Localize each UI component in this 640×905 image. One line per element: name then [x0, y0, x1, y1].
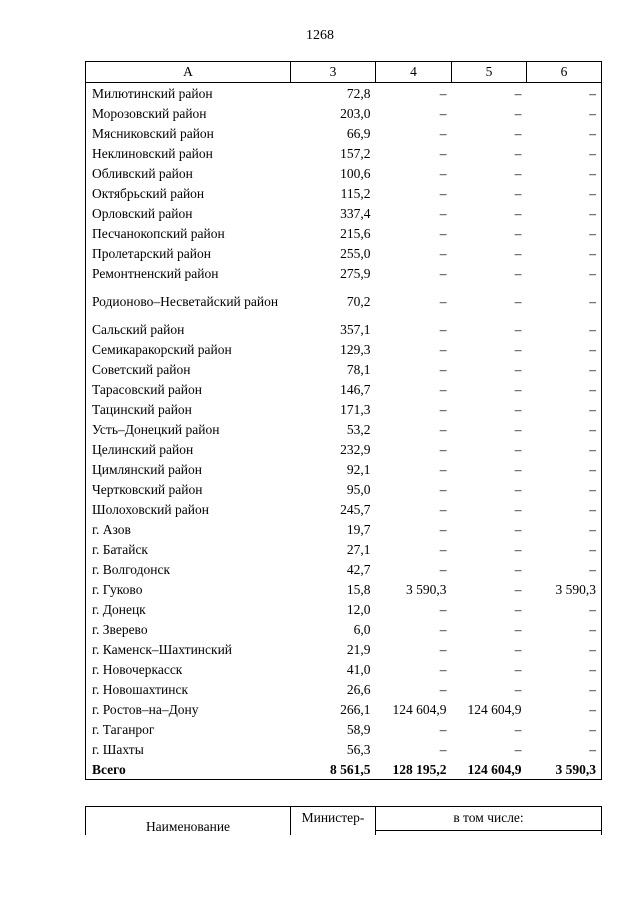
cell-name: Усть–Донецкий район	[86, 419, 291, 439]
cell-name: г. Зверево	[86, 619, 291, 639]
cell-col-3: 8 561,5	[291, 759, 376, 780]
cell-col-6: –	[527, 419, 602, 439]
cell-col-3: 66,9	[346, 125, 371, 141]
cell-col-3: 56,3	[346, 741, 371, 757]
cell-col-5: –	[514, 481, 522, 497]
cell-col-4: –	[439, 461, 447, 477]
cell-name: Родионово–Несветайский район	[86, 283, 291, 319]
cell-col-5: –	[514, 541, 522, 557]
cell-col-4: –	[439, 481, 447, 497]
cell-col-6: –	[527, 223, 602, 243]
table-row	[86, 263, 602, 283]
cell-name: г. Гуково	[86, 579, 291, 599]
cell-col-4: –	[439, 165, 447, 181]
cell-col-5: –	[514, 601, 522, 617]
cell-col-6: –	[527, 659, 602, 679]
cell-col-5: –	[514, 125, 522, 141]
cell-col-6: –	[527, 439, 602, 459]
cell-col-6: –	[527, 699, 602, 719]
cell-col-6: –	[527, 739, 602, 759]
cell-col-4: –	[439, 85, 447, 101]
cell-col-3: 146,7	[340, 381, 371, 397]
cell-col-3: 337,4	[340, 205, 371, 221]
cell-col-4: –	[439, 125, 447, 141]
cell-col-4: –	[439, 105, 447, 121]
cell-col-5: –	[514, 105, 522, 121]
cell-col-6: –	[527, 459, 602, 479]
cell-col-6: –	[527, 379, 602, 399]
cell-col-3: 232,9	[340, 441, 371, 457]
cell-col-3: 78,1	[346, 361, 371, 377]
cell-col-5: 124 604,9	[467, 701, 522, 717]
cell-col-3: 12,0	[346, 601, 371, 617]
cell-col-4: –	[439, 521, 447, 537]
cell-name: г. Новошахтинск	[86, 679, 291, 699]
data-table	[85, 61, 602, 780]
cell-col-3: 245,7	[340, 501, 371, 517]
cell-col-6: –	[527, 123, 602, 143]
cell-name: Морозовский район	[86, 103, 291, 123]
cell-col-4: –	[439, 721, 447, 737]
cell-col-3: 41,0	[346, 661, 371, 677]
table-row	[86, 539, 602, 559]
cell-name: Тацинский район	[86, 399, 291, 419]
cell-col-6: 3 590,3	[527, 579, 602, 599]
cell-col-6: –	[527, 559, 602, 579]
cell-col-3: 157,2	[340, 145, 371, 161]
cell-col-3: 19,7	[346, 521, 371, 537]
table-row	[86, 559, 602, 579]
cell-col-5: –	[514, 501, 522, 517]
next-table-header	[85, 806, 602, 835]
cell-col-3: 266,1	[340, 701, 371, 717]
cell-name: Сальский район	[86, 319, 291, 339]
cell-col-4: –	[439, 401, 447, 417]
table-row	[86, 579, 602, 599]
total-row	[86, 759, 602, 780]
cell-col-6: –	[527, 359, 602, 379]
cell-col-3: 92,1	[346, 461, 371, 477]
cell-col-4: –	[439, 341, 447, 357]
cell-col-6: –	[527, 679, 602, 699]
cell-col-5: –	[514, 581, 522, 597]
cell-name: Ремонтненский район	[86, 263, 291, 283]
cell-col-5: –	[514, 205, 522, 221]
cell-col-5: –	[514, 293, 522, 309]
cell-col-3: 95,0	[346, 481, 371, 497]
cell-col-6: –	[527, 183, 602, 203]
cell-col-3: 70,2	[346, 293, 371, 309]
cell-col-3: 203,0	[340, 105, 371, 121]
cell-col-5: 124 604,9	[452, 759, 527, 780]
cell-col-6: –	[527, 399, 602, 419]
cell-col-3: 215,6	[340, 225, 371, 241]
table-row	[86, 419, 602, 439]
cell-name: г. Новочеркасск	[86, 659, 291, 679]
cell-col-3: 357,1	[340, 321, 371, 337]
cell-col-5: –	[514, 381, 522, 397]
cell-col-3: 42,7	[346, 561, 371, 577]
cell-col-6: –	[527, 479, 602, 499]
cell-col-4: –	[439, 205, 447, 221]
table-row	[86, 243, 602, 263]
cell-col-4: –	[439, 381, 447, 397]
cell-col-4: 3 590,3	[406, 581, 447, 597]
cell-name: Чертковский район	[86, 479, 291, 499]
header-col-6: 6	[527, 62, 602, 83]
cell-col-4: –	[439, 661, 447, 677]
cell-col-5: –	[514, 421, 522, 437]
cell-col-5: –	[514, 165, 522, 181]
table-row	[86, 163, 602, 183]
cell-col-4: –	[439, 641, 447, 657]
cell-col-4: –	[439, 245, 447, 261]
table-row	[86, 183, 602, 203]
cell-col-4: –	[439, 681, 447, 697]
cell-col-5: –	[514, 521, 522, 537]
cell-col-5: –	[514, 265, 522, 281]
cell-col-5: –	[514, 145, 522, 161]
cell-col-6: –	[527, 619, 602, 639]
cell-name: Песчанокопский район	[86, 223, 291, 243]
cell-col-4: –	[439, 293, 447, 309]
cell-col-5: –	[514, 321, 522, 337]
cell-col-3: 53,2	[346, 421, 371, 437]
cell-col-4: –	[439, 185, 447, 201]
cell-name: г. Ростов–на–Дону	[86, 699, 291, 719]
cell-col-3: 255,0	[340, 245, 371, 261]
cell-col-5: –	[514, 461, 522, 477]
cell-col-6: –	[527, 243, 602, 263]
table-row	[86, 519, 602, 539]
header-col-3: 3	[291, 62, 376, 83]
table-row	[86, 479, 602, 499]
table-row	[86, 739, 602, 759]
table-row	[86, 619, 602, 639]
cell-col-4: –	[439, 321, 447, 337]
cell-col-4: 124 604,9	[392, 701, 447, 717]
cell-name: г. Донецк	[86, 599, 291, 619]
cell-name: Обливский район	[86, 163, 291, 183]
table-header-row	[86, 62, 602, 83]
cell-col-6: –	[527, 103, 602, 123]
header-col-4: 4	[376, 62, 452, 83]
header-name: Наименование	[86, 807, 291, 836]
cell-col-5: –	[514, 641, 522, 657]
cell-col-6: –	[527, 283, 602, 319]
cell-col-3: 15,8	[346, 581, 371, 597]
table-row	[86, 439, 602, 459]
cell-name: г. Волгодонск	[86, 559, 291, 579]
page-number: 1268	[306, 28, 334, 43]
cell-col-4: –	[439, 601, 447, 617]
cell-name: Семикаракорский район	[86, 339, 291, 359]
header-ministry: Министер-	[291, 807, 376, 836]
cell-col-5: –	[514, 341, 522, 357]
cell-col-5: –	[514, 401, 522, 417]
cell-col-4: –	[439, 501, 447, 517]
cell-col-4: –	[439, 361, 447, 377]
cell-col-4: –	[439, 421, 447, 437]
table-row	[86, 699, 602, 719]
cell-col-3: 275,9	[340, 265, 371, 281]
cell-col-5: –	[514, 661, 522, 677]
table-row	[86, 103, 602, 123]
cell-col-6: –	[527, 143, 602, 163]
cell-col-3: 26,6	[346, 681, 371, 697]
cell-col-4: 128 195,2	[376, 759, 452, 780]
cell-name: Цимлянский район	[86, 459, 291, 479]
cell-col-6: 3 590,3	[527, 759, 602, 780]
table-row	[86, 399, 602, 419]
cell-col-6: –	[527, 539, 602, 559]
cell-col-5: –	[514, 85, 522, 101]
cell-name: Орловский район	[86, 203, 291, 223]
cell-col-6: –	[527, 519, 602, 539]
header-col-5: 5	[452, 62, 527, 83]
cell-col-4: –	[439, 621, 447, 637]
table-row	[86, 639, 602, 659]
cell-col-4: –	[439, 225, 447, 241]
table-row	[86, 379, 602, 399]
cell-name: г. Азов	[86, 519, 291, 539]
cell-col-5: –	[514, 681, 522, 697]
cell-col-3: 129,3	[340, 341, 371, 357]
cell-col-5: –	[514, 245, 522, 261]
cell-name: г. Каменск–Шахтинский	[86, 639, 291, 659]
cell-col-5: –	[514, 621, 522, 637]
cell-col-5: –	[514, 441, 522, 457]
cell-name: Тарасовский район	[86, 379, 291, 399]
cell-col-5: –	[514, 185, 522, 201]
cell-col-6: –	[527, 263, 602, 283]
cell-name: Целинский район	[86, 439, 291, 459]
cell-col-3: 58,9	[346, 721, 371, 737]
table-row	[86, 459, 602, 479]
table-row	[86, 659, 602, 679]
cell-name: Мясниковский район	[86, 123, 291, 143]
cell-name: Пролетарский район	[86, 243, 291, 263]
table-row	[86, 143, 602, 163]
cell-col-3: 72,8	[346, 85, 371, 101]
cell-col-4: –	[439, 741, 447, 757]
cell-col-5: –	[514, 561, 522, 577]
cell-col-5: –	[514, 361, 522, 377]
cell-col-4: –	[439, 441, 447, 457]
cell-col-4: –	[439, 265, 447, 281]
cell-col-3: 21,9	[346, 641, 371, 657]
cell-col-3: 27,1	[346, 541, 371, 557]
table-row	[86, 679, 602, 699]
cell-name: Неклиновский район	[86, 143, 291, 163]
cell-col-6: –	[527, 339, 602, 359]
cell-name: г. Шахты	[86, 739, 291, 759]
cell-col-6: –	[527, 203, 602, 223]
cell-col-6: –	[527, 83, 602, 104]
cell-name: г. Таганрог	[86, 719, 291, 739]
cell-name: Октябрьский район	[86, 183, 291, 203]
cell-col-4: –	[439, 145, 447, 161]
cell-col-4: –	[439, 561, 447, 577]
cell-name: Советский район	[86, 359, 291, 379]
table-row	[86, 499, 602, 519]
table-row	[86, 719, 602, 739]
table-row	[86, 203, 602, 223]
cell-col-6: –	[527, 599, 602, 619]
table-body	[86, 83, 602, 780]
cell-name: Милютинский район	[86, 83, 291, 104]
cell-col-4: –	[439, 541, 447, 557]
cell-col-3: 171,3	[340, 401, 371, 417]
header-col-a: А	[86, 62, 291, 83]
table-row	[86, 359, 602, 379]
cell-col-3: 100,6	[340, 165, 371, 181]
table-row	[86, 283, 602, 319]
cell-col-5: –	[514, 741, 522, 757]
cell-col-6: –	[527, 163, 602, 183]
cell-col-3: 6,0	[353, 621, 371, 637]
table-row	[86, 223, 602, 243]
cell-col-3: 115,2	[340, 185, 371, 201]
table-row	[86, 339, 602, 359]
table-row	[86, 599, 602, 619]
table-row	[86, 83, 602, 104]
cell-col-6: –	[527, 499, 602, 519]
header-including: в том числе:	[376, 807, 602, 831]
cell-col-6: –	[527, 639, 602, 659]
cell-col-6: –	[527, 719, 602, 739]
cell-name: г. Батайск	[86, 539, 291, 559]
cell-col-5: –	[514, 721, 522, 737]
cell-col-5: –	[514, 225, 522, 241]
cell-name: Всего	[86, 759, 291, 780]
table-row	[86, 319, 602, 339]
cell-col-6: –	[527, 319, 602, 339]
table-row	[86, 123, 602, 143]
cell-name: Шолоховский район	[86, 499, 291, 519]
